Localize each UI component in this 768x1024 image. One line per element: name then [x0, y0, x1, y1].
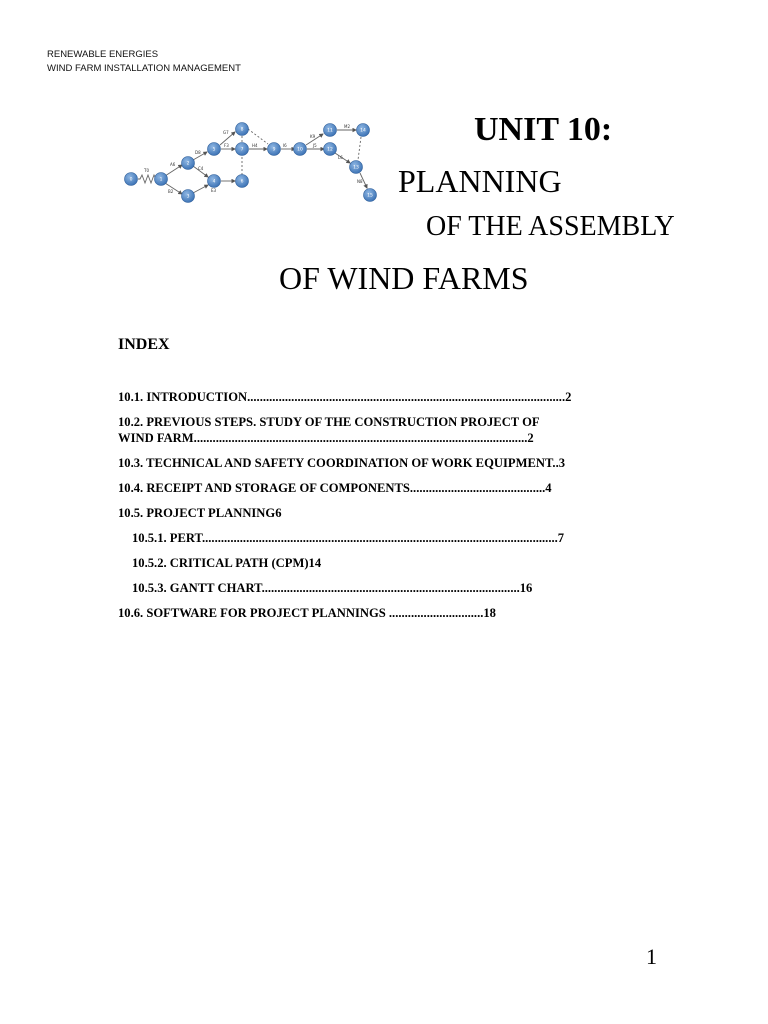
toc-entry-coordination[interactable]: 10.3. TECHNICAL AND SAFETY COORDINATION OF WORK EQUIPMENT..3	[118, 456, 566, 470]
svg-text:G7: G7	[223, 130, 229, 135]
node-label: 13	[353, 165, 359, 171]
svg-text:E3: E3	[211, 188, 217, 193]
edge-14-13	[358, 137, 361, 160]
svg-text:I6: I6	[283, 143, 287, 148]
node-label: 12	[327, 147, 333, 153]
svg-text:K9: K9	[310, 134, 316, 139]
toc-entry-software[interactable]: 10.6. SOFTWARE FOR PROJECT PLANNINGS ..............................18	[118, 606, 496, 620]
node-label: 7	[240, 147, 244, 153]
table-of-contents	[118, 389, 638, 621]
title-line-wind-farms: OF WIND FARMS	[279, 260, 529, 296]
header-line-1: RENEWABLE ENERGIES	[47, 49, 159, 60]
running-header	[47, 48, 241, 76]
toc-entry-previous-steps[interactable]: 10.2. PREVIOUS STEPS. STUDY OF THE CONSTRUCTION PROJECT OF	[118, 415, 540, 429]
node-label: 3	[186, 194, 190, 200]
toc-entry-gantt-chart[interactable]: 10.5.3. GANTT CHART..................................................................................16	[132, 581, 533, 595]
svg-text:F3: F3	[224, 143, 229, 148]
node-label: 1	[159, 177, 163, 183]
node-label: 10	[297, 147, 303, 153]
toc-entry-critical-path[interactable]: 10.5.2. CRITICAL PATH (CPM)14	[132, 556, 322, 570]
svg-text:M2: M2	[344, 124, 350, 129]
unit-title: UNIT 10:	[474, 111, 613, 148]
node-label: 2	[186, 161, 190, 167]
svg-text:H4: H4	[252, 143, 258, 148]
toc-entry-previous-steps-cont[interactable]: WIND FARM..........................................................................................................2	[118, 431, 534, 445]
node-label: 14	[360, 128, 366, 134]
node-label: 4	[212, 179, 216, 185]
svg-text:L6: L6	[338, 155, 343, 160]
svg-text:B2: B2	[168, 189, 174, 194]
edge-8-9	[248, 129, 268, 144]
toc-entry-project-planning[interactable]: 10.5. PROJECT PLANNING6	[118, 506, 282, 520]
toc-entry-receipt-storage[interactable]: 10.4. RECEIPT AND STORAGE OF COMPONENTS...........................................4	[118, 481, 552, 495]
edge-3-4	[193, 185, 208, 193]
node-label: 15	[367, 193, 373, 199]
page-number: 1	[646, 944, 657, 969]
title-line-planning: PLANNING	[398, 163, 562, 199]
svg-text:J5: J5	[313, 143, 317, 148]
node-label: 9	[272, 147, 276, 153]
header-line-2: WIND FARM INSTALLATION MANAGEMENT	[47, 63, 241, 74]
node-label: 5	[212, 147, 216, 153]
node-label: 6	[240, 179, 244, 185]
toc-entry-introduction[interactable]: 10.1. INTRODUCTION.....................................................................................................2	[118, 390, 572, 404]
index-heading: INDEX	[118, 336, 170, 353]
title-line-assembly: OF THE ASSEMBLY	[426, 211, 675, 242]
svg-text:N8: N8	[357, 179, 363, 184]
svg-text:C4: C4	[198, 166, 204, 171]
node-label: 8	[240, 127, 244, 133]
node-label: 0	[129, 177, 133, 183]
svg-text:T0: T0	[144, 168, 149, 173]
svg-text:A6: A6	[170, 162, 176, 167]
pert-network-diagram	[118, 110, 386, 222]
node-label: 11	[327, 128, 333, 134]
toc-entry-pert[interactable]: 10.5.1. PERT.................................................................................................................7	[132, 531, 565, 545]
svg-text:D8: D8	[195, 150, 201, 155]
